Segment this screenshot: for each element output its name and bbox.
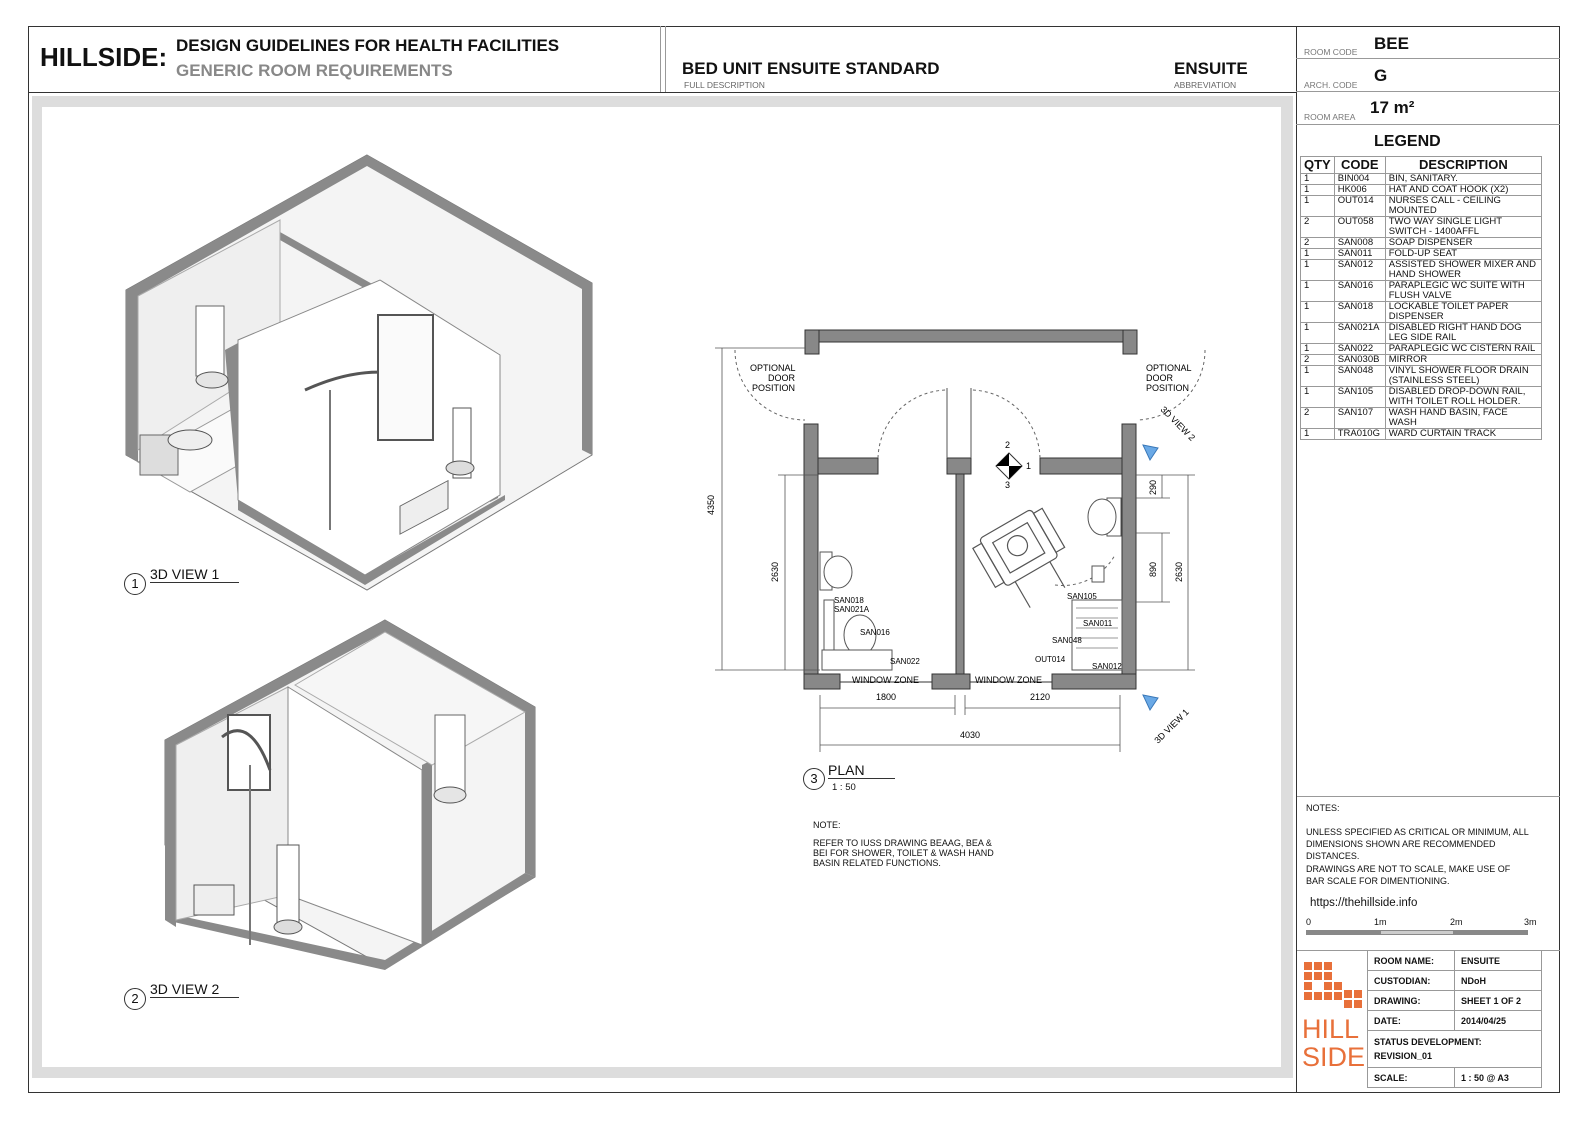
legend-row (1301, 344, 1542, 355)
legend-code: OUT058 (1334, 217, 1385, 238)
title-block-value: ENSUITE (1454, 951, 1541, 971)
legend-description: WASH HAND BASIN, FACE WASH (1385, 408, 1541, 429)
legend-code: SAN105 (1334, 387, 1385, 408)
legend-qty: 1 (1301, 260, 1335, 281)
scale-tick-2m: 2m (1450, 917, 1463, 927)
legend-row (1301, 355, 1542, 366)
legend-qty: 1 (1301, 387, 1335, 408)
title-block-key: DRAWING: (1368, 991, 1455, 1011)
legend-qty: 2 (1301, 238, 1335, 249)
legend-row (1301, 408, 1542, 429)
bar-scale (1306, 916, 1537, 936)
legend-row (1301, 174, 1542, 185)
legend-title: LEGEND (1374, 133, 1441, 150)
isometric-view-1 (120, 150, 600, 600)
window-zone-left: WINDOW ZONE (852, 675, 919, 685)
legend-qty: 1 (1301, 249, 1335, 260)
legend-description: BIN, SANITARY. (1385, 174, 1541, 185)
label-san018: SAN018 (834, 596, 864, 605)
legend-description: SOAP DISPENSER (1385, 238, 1541, 249)
legend-description: ASSISTED SHOWER MIXER AND HAND SHOWER (1385, 260, 1541, 281)
legend-description: WARD CURTAIN TRACK (1385, 429, 1541, 440)
legend-row (1301, 185, 1542, 196)
label-san012: SAN012 (1092, 662, 1122, 671)
notes-title: NOTES: (1306, 803, 1340, 813)
room-code-value: BEE (1374, 34, 1409, 53)
title-block-row (1368, 971, 1542, 991)
dim-2630-left: 2630 (770, 561, 780, 582)
title-block-key: DATE: (1368, 1011, 1455, 1031)
legend-row (1301, 196, 1542, 217)
legend-description: DISABLED RIGHT HAND DOG LEG SIDE RAIL (1385, 323, 1541, 344)
dim-height: 4350 (706, 494, 716, 515)
label-san011: SAN011 (1083, 619, 1113, 628)
title-block-value: NDoH (1454, 971, 1541, 991)
header-divider-1b (665, 26, 666, 92)
legend-code: SAN011 (1334, 249, 1385, 260)
abbreviation: ENSUITE (1174, 59, 1248, 78)
legend-qty: 2 (1301, 408, 1335, 429)
status-label: STATUS DEVELOPMENT: (1374, 1037, 1482, 1047)
notes-paragraph-2: DRAWINGS ARE NOT TO SCALE, MAKE USE OF BAR SCALE FOR DIMENTIONING. (1306, 864, 1511, 886)
dim-1800: 1800 (876, 692, 897, 702)
view-1-label: 3D VIEW 1 (150, 566, 239, 583)
legend-code: SAN107 (1334, 408, 1385, 429)
header-divider-1 (660, 26, 661, 92)
dim-2630-right: 2630 (1174, 561, 1184, 582)
title-block-scale-row (1368, 1068, 1542, 1088)
legend-qty: 1 (1301, 323, 1335, 344)
dim-290: 290 (1148, 479, 1158, 495)
guidelines-title: DESIGN GUIDELINES FOR HEALTH FACILITIES (176, 36, 560, 55)
room-code-label: ROOM CODE (1304, 47, 1358, 57)
legend-row (1301, 429, 1542, 440)
room-info-panel (1296, 26, 1560, 125)
legend-row (1301, 281, 1542, 302)
label-san021a: SAN021A (834, 605, 870, 614)
header-divider-2 (1296, 26, 1297, 1093)
full-description: BED UNIT ENSUITE STANDARD (682, 59, 940, 78)
arch-code-value: G (1374, 66, 1388, 85)
room-area-value: 17 m² (1370, 98, 1415, 117)
title-block-key: ROOM NAME: (1368, 951, 1455, 971)
optional-door-right: OPTIONAL DOOR POSITION (1146, 363, 1192, 393)
section-marker-1: 1 (1026, 461, 1032, 471)
title-block-key: CUSTODIAN: (1368, 971, 1455, 991)
logo-word-side: SIDE (1302, 1042, 1364, 1072)
dim-2120: 2120 (1030, 692, 1051, 702)
legend-qty: 1 (1301, 196, 1335, 217)
legend-row (1301, 366, 1542, 387)
plan-number: 3 (803, 768, 825, 790)
scale-tick-3m: 3m (1524, 917, 1537, 927)
legend-description: PARAPLEGIC WC SUITE WITH FLUSH VALVE (1385, 281, 1541, 302)
legend-description: PARAPLEGIC WC CISTERN RAIL (1385, 344, 1541, 355)
status-value: REVISION_01 (1374, 1051, 1433, 1061)
isometric-view-2 (160, 615, 545, 975)
scale-tick-1m: 1m (1374, 917, 1387, 927)
brand-title: HILLSIDE: (40, 42, 168, 72)
legend-qty: 2 (1301, 355, 1335, 366)
legend-qty: 1 (1301, 302, 1335, 323)
legend-description: HAT AND COAT HOOK (X2) (1385, 185, 1541, 196)
abbreviation-label: ABBREVIATION (1174, 80, 1237, 90)
view-1-number: 1 (124, 573, 146, 595)
legend-code: HK006 (1334, 185, 1385, 196)
legend-header-description: DESCRIPTION (1385, 157, 1541, 174)
legend-row (1301, 238, 1542, 249)
legend-code: SAN016 (1334, 281, 1385, 302)
notes-top-rule (1297, 796, 1560, 797)
legend-description: LOCKABLE TOILET PAPER DISPENSER (1385, 302, 1541, 323)
view-2-tag: 3D VIEW 2 (1158, 404, 1198, 443)
legend-qty: 1 (1301, 366, 1335, 387)
title-block-status-row (1368, 1031, 1542, 1068)
legend-qty: 1 (1301, 429, 1335, 440)
title-block-value: 2014/04/25 (1454, 1011, 1541, 1031)
legend-code: SAN030B (1334, 355, 1385, 366)
generic-requirements-title: GENERIC ROOM REQUIREMENTS (176, 61, 453, 80)
legend-code: BIN004 (1334, 174, 1385, 185)
dim-4030: 4030 (960, 730, 981, 740)
label-san016: SAN016 (860, 628, 890, 637)
label-san105: SAN105 (1067, 592, 1097, 601)
plan-scale: 1 : 50 (832, 782, 856, 793)
dim-890: 890 (1148, 561, 1158, 577)
floor-plan (700, 320, 1220, 770)
legend-row (1301, 249, 1542, 260)
legend-code: SAN021A (1334, 323, 1385, 344)
legend-description: MIRROR (1385, 355, 1541, 366)
legend-code: OUT014 (1334, 196, 1385, 217)
room-area-label: ROOM AREA (1304, 112, 1356, 122)
legend-code: SAN018 (1334, 302, 1385, 323)
legend-qty: 1 (1301, 174, 1335, 185)
legend-qty: 1 (1301, 185, 1335, 196)
legend-description: FOLD-UP SEAT (1385, 249, 1541, 260)
scale-tick-0: 0 (1306, 917, 1312, 927)
label-san022: SAN022 (890, 657, 920, 666)
view-2-label: 3D VIEW 2 (150, 981, 239, 998)
view-2-number: 2 (124, 988, 146, 1010)
title-block-row (1368, 951, 1542, 971)
legend-header-qty: QTY (1301, 157, 1335, 174)
hillside-logo (1302, 960, 1364, 1072)
legend-row (1301, 260, 1542, 281)
section-marker-2: 2 (1005, 440, 1011, 450)
legend-description: VINYL SHOWER FLOOR DRAIN (STAINLESS STEEL) (1385, 366, 1541, 387)
legend-row (1301, 387, 1542, 408)
website-link[interactable]: https://thehillside.info (1310, 897, 1418, 909)
plan-note-title: NOTE: (813, 820, 841, 830)
logo-word-hill: HILL (1302, 1014, 1360, 1044)
hillside-logo-mark (1302, 960, 1364, 1072)
legend-header-code: CODE (1334, 157, 1385, 174)
legend-code: SAN022 (1334, 344, 1385, 355)
legend-code: TRA010G (1334, 429, 1385, 440)
section-marker-3: 3 (1005, 480, 1011, 490)
legend-table (1300, 156, 1542, 440)
legend-code: SAN012 (1334, 260, 1385, 281)
full-description-label: FULL DESCRIPTION (684, 80, 765, 90)
title-block-row (1368, 991, 1542, 1011)
label-out014: OUT014 (1035, 655, 1066, 664)
legend-row (1301, 323, 1542, 344)
legend-description: DISABLED DROP-DOWN RAIL, WITH TOILET ROLL HOLDER. (1385, 387, 1541, 408)
notes-paragraph-1: UNLESS SPECIFIED AS CRITICAL OR MINIMUM, ALL DIMENSIONS SHOWN ARE RECOMMENDED DISTANCES. (1306, 827, 1529, 861)
optional-door-left: OPTIONAL DOOR POSITION (750, 363, 796, 393)
scale-label: SCALE: (1368, 1068, 1455, 1088)
title-block-value: SHEET 1 OF 2 (1454, 991, 1541, 1011)
title-block-row (1368, 1011, 1542, 1031)
legend-qty: 2 (1301, 217, 1335, 238)
plan-note-text: REFER TO IUSS DRAWING BEAAG, BEA & BEI FOR SHOWER, TOILET & WASH HAND BASIN RELATED FUNCTIONS. (813, 838, 994, 868)
legend-qty: 1 (1301, 344, 1335, 355)
legend-qty: 1 (1301, 281, 1335, 302)
legend-description: NURSES CALL - CEILING MOUNTED (1385, 196, 1541, 217)
window-zone-right: WINDOW ZONE (975, 675, 1042, 685)
view-1-tag: 3D VIEW 1 (1152, 706, 1191, 746)
arch-code-label: ARCH. CODE (1304, 80, 1358, 90)
scale-value: 1 : 50 @ A3 (1454, 1068, 1541, 1088)
legend-description: TWO WAY SINGLE LIGHT SWITCH - 1400AFFL (1385, 217, 1541, 238)
legend-code: SAN048 (1334, 366, 1385, 387)
legend-row (1301, 302, 1542, 323)
label-san048: SAN048 (1052, 636, 1082, 645)
legend-code: SAN008 (1334, 238, 1385, 249)
plan-label: PLAN (828, 762, 895, 779)
legend-row (1301, 217, 1542, 238)
title-block-table (1367, 950, 1542, 1088)
